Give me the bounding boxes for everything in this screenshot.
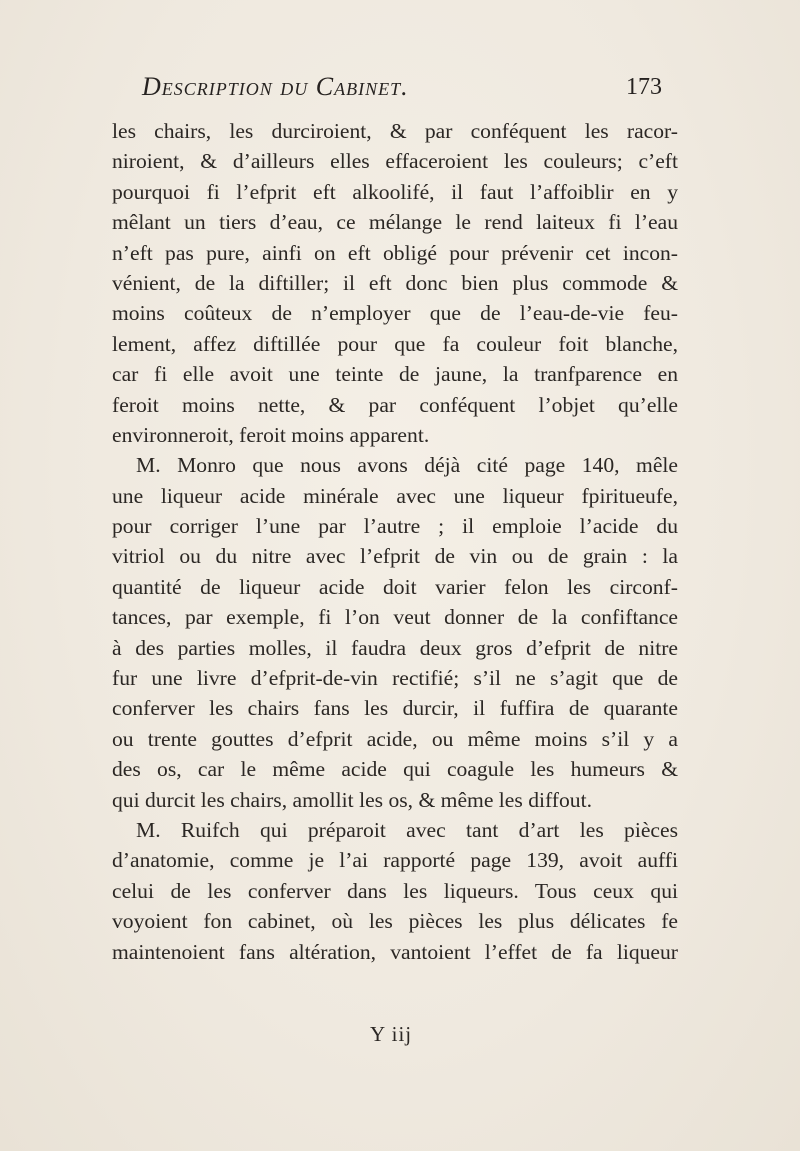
signature-mark: Y iij bbox=[370, 1022, 413, 1046]
page-header bbox=[142, 72, 662, 112]
running-title: Description du Cabinet. bbox=[142, 72, 409, 101]
text-line: lement, affez diftillée pour que fa couleur foit blanche, bbox=[112, 331, 678, 356]
text-line: quantité de liqueur acide doit varier felon les circonf- bbox=[112, 574, 678, 599]
text-line: mêlant un tiers d’eau, ce mélange le rend laiteux fi l’eau bbox=[112, 210, 678, 235]
text-line: tances, par exemple, fi l’on veut donner de la confiftance bbox=[112, 605, 678, 630]
text-line: niroient, & d’ailleurs elles effaceroient les couleurs; c’eft bbox=[112, 149, 678, 174]
text-line: moins coûteux de n’employer que de l’eau-de-vie feu- bbox=[112, 301, 678, 326]
text-line: d’anatomie, comme je l’ai rapporté page 139, avoit auffi bbox=[112, 848, 678, 873]
text-line: à des parties molles, il faudra deux gros d’efprit de nitre bbox=[112, 635, 678, 660]
text-line: fur une livre d’efprit-de-vin rectifié; s’il ne s’agit que de bbox=[112, 666, 678, 691]
text-line: feroit moins nette, & par conféquent l’objet qu’elle bbox=[112, 392, 678, 417]
text-line: M. Monro que nous avons déjà cité page 140, mêle bbox=[136, 453, 678, 478]
text-line: voyoient fon cabinet, où les pièces les plus délicates fe bbox=[112, 909, 678, 934]
text-line: car fi elle avoit une teinte de jaune, la tranfparence en bbox=[112, 362, 678, 387]
text-line: pour corriger l’une par l’autre ; il emploie l’acide du bbox=[112, 514, 678, 539]
text-line: environneroit, feroit moins apparent. bbox=[112, 422, 430, 447]
text-line: M. Ruifch qui préparoit avec tant d’art les pièces bbox=[136, 817, 678, 842]
text-line: vénient, de la diftiller; il eft donc bien plus commode & bbox=[112, 270, 678, 295]
text-line: qui durcit les chairs, amollit les os, & même les diffout. bbox=[112, 787, 592, 812]
text-line: vitriol ou du nitre avec l’efprit de vin ou de grain : la bbox=[112, 544, 678, 569]
page-number: 173 bbox=[626, 74, 662, 100]
text-line: celui de les conferver dans les liqueurs. Tous ceux qui bbox=[112, 878, 678, 903]
text-line: conferver les chairs fans les durcir, il fuffira de quarante bbox=[112, 696, 678, 721]
text-line: n’eft pas pure, ainfi on eft obligé pour prévenir cet incon- bbox=[112, 240, 678, 265]
text-line: les chairs, les durciroient, & par conféquent les racor- bbox=[112, 119, 678, 143]
text-line: une liqueur acide minérale avec une liqueur fpiritueufe, bbox=[112, 483, 678, 508]
text-line: maintenoient fans altération, vantoient l’effet de fa liqueur bbox=[112, 939, 678, 964]
text-line: des os, car le même acide qui coagule les humeurs & bbox=[112, 757, 678, 782]
text-line: pourquoi fi l’efprit eft alkoolifé, il faut l’affoiblir en y bbox=[112, 179, 678, 204]
body-text bbox=[112, 116, 678, 967]
text-line: ou trente gouttes d’efprit acide, ou même moins s’il y a bbox=[112, 726, 678, 751]
